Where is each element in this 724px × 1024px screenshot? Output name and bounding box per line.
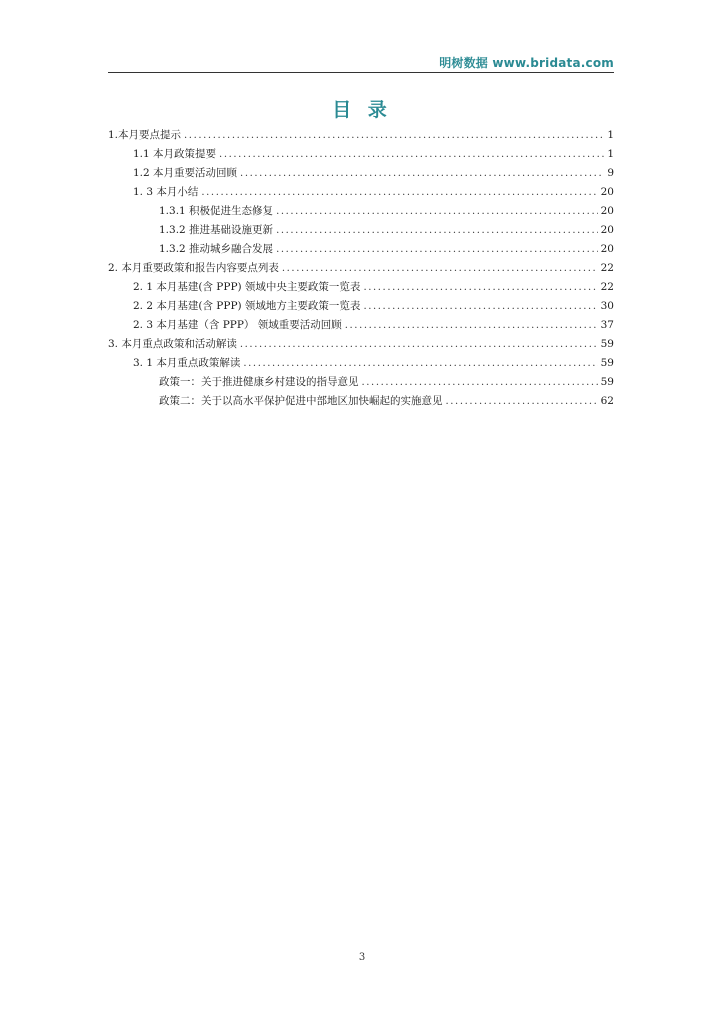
toc-entry-label: 政策一：关于推进健康乡村建设的指导意见 bbox=[159, 376, 359, 388]
toc-entry-2-3[interactable] bbox=[108, 316, 614, 335]
toc-entry-label: 2. 3 本月基建（含 PPP） 领域重要活动回顾 bbox=[133, 319, 342, 331]
toc-title: 目 录 bbox=[332, 99, 392, 121]
toc-leader-dots bbox=[240, 164, 604, 183]
toc-entry-label: 1.3.2 推动城乡融合发展 bbox=[159, 243, 274, 255]
toc-entry-label: 政策二：关于以高水平保护促进中部地区加快崛起的实施意见 bbox=[159, 395, 443, 407]
toc-leader-dots bbox=[184, 126, 604, 145]
toc-leader-dots bbox=[276, 221, 598, 240]
toc-entry-label: 3. 1 本月重点政策解读 bbox=[133, 357, 241, 369]
toc-entry-page: 20 bbox=[600, 243, 614, 255]
toc-entry-3-1[interactable] bbox=[108, 354, 614, 373]
toc-entry-page: 30 bbox=[600, 300, 614, 312]
toc-entry-label: 1.本月要点提示 bbox=[108, 129, 182, 141]
toc-entry-1-3-2b[interactable] bbox=[108, 240, 614, 259]
toc-entry-1-3-2a[interactable] bbox=[108, 221, 614, 240]
toc-leader-dots bbox=[363, 297, 597, 316]
toc-leader-dots bbox=[201, 183, 597, 202]
toc-leader-dots bbox=[362, 373, 598, 392]
toc-entry-3[interactable] bbox=[108, 335, 614, 354]
toc-entry-page: 9 bbox=[607, 167, 614, 179]
toc-entry-page: 1 bbox=[607, 148, 614, 160]
toc-entry-label: 2. 2 本月基建(含 PPP) 领域地方主要政策一览表 bbox=[133, 300, 361, 312]
toc-leader-dots bbox=[240, 335, 598, 354]
toc-entry-page: 20 bbox=[600, 186, 614, 198]
toc-entry-policy-2[interactable] bbox=[108, 392, 614, 411]
toc-entry-2[interactable] bbox=[108, 259, 614, 278]
toc-entry-1[interactable] bbox=[108, 126, 614, 145]
toc-leader-dots bbox=[276, 240, 598, 259]
toc-entry-2-1[interactable] bbox=[108, 278, 614, 297]
toc-entry-label: 2. 1 本月基建(含 PPP) 领域中央主要政策一览表 bbox=[133, 281, 361, 293]
toc-entry-label: 1.2 本月重要活动回顾 bbox=[133, 167, 238, 179]
toc-leader-dots bbox=[446, 392, 598, 411]
toc-leader-dots bbox=[282, 259, 598, 278]
toc-entry-label: 1.3.1 积极促进生态修复 bbox=[159, 205, 274, 217]
toc-entry-label: 1.1 本月政策提要 bbox=[133, 148, 217, 160]
header-brand: 明树数据 www.bridata.com bbox=[439, 56, 614, 70]
toc-leader-dots bbox=[276, 202, 598, 221]
toc-entry-1-2[interactable] bbox=[108, 164, 614, 183]
toc-entry-page: 59 bbox=[600, 376, 614, 388]
toc-entry-label: 1. 3 本月小结 bbox=[133, 186, 199, 198]
toc-entry-page: 37 bbox=[600, 319, 614, 331]
toc-entry-policy-1[interactable] bbox=[108, 373, 614, 392]
toc-entry-page: 1 bbox=[607, 129, 614, 141]
toc-entry-page: 59 bbox=[600, 357, 614, 369]
toc-entry-2-2[interactable] bbox=[108, 297, 614, 316]
toc-entry-label: 1.3.2 推进基础设施更新 bbox=[159, 224, 274, 236]
page-number: 3 bbox=[358, 952, 366, 963]
toc-leader-dots bbox=[345, 316, 598, 335]
toc-entry-page: 22 bbox=[600, 262, 614, 274]
toc-entry-page: 59 bbox=[600, 338, 614, 350]
toc-entry-page: 20 bbox=[600, 224, 614, 236]
table-of-contents bbox=[108, 126, 614, 411]
toc-entry-1-3-1[interactable] bbox=[108, 202, 614, 221]
toc-leader-dots bbox=[219, 145, 604, 164]
toc-leader-dots bbox=[363, 278, 597, 297]
toc-leader-dots bbox=[243, 354, 597, 373]
toc-entry-page: 62 bbox=[600, 395, 614, 407]
toc-entry-page: 20 bbox=[600, 205, 614, 217]
toc-entry-1-1[interactable] bbox=[108, 145, 614, 164]
toc-entry-label: 2. 本月重要政策和报告内容要点列表 bbox=[108, 262, 279, 274]
toc-entry-page: 22 bbox=[600, 281, 614, 293]
toc-entry-label: 3. 本月重点政策和活动解读 bbox=[108, 338, 237, 350]
toc-entry-1-3[interactable] bbox=[108, 183, 614, 202]
header-divider bbox=[108, 72, 614, 73]
